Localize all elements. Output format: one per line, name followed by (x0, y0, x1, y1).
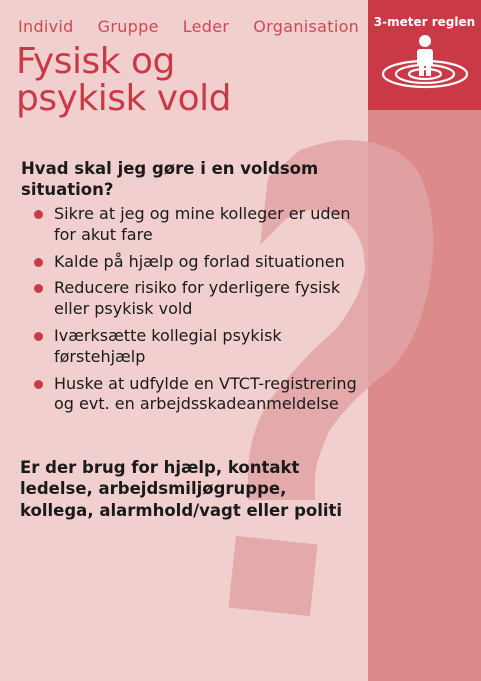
list-item: Iværksætte kollegial psykisk førstehjælp (34, 326, 364, 368)
contact-text: Er der brug for hjælp, kontakt ledelse, arbejdsmiljøgruppe, kollega, alarmhold/vagt eller politi (20, 458, 343, 520)
list-item: Huske at udfylde en VTCT-registrering og evt. en arbejdsskadeanmeldelse (34, 374, 364, 416)
nav-item-organisation[interactable]: Organisation (253, 17, 360, 36)
list-item: Sikre at jeg og mine kolleger er uden for akut fare (34, 204, 364, 246)
action-list (34, 204, 364, 421)
person-target-icon (368, 0, 481, 110)
badge-label: 3-meter reglen (373, 15, 476, 29)
category-nav (18, 17, 383, 36)
list-item: Reducere risiko for yderligere fysisk eller psykisk vold (34, 278, 364, 320)
list-item: Kalde på hjælp og forlad situationen (34, 252, 364, 273)
title-line-1: Fysisk og (16, 41, 175, 82)
three-meter-rule-badge (368, 0, 481, 110)
nav-item-leder[interactable]: Leder (182, 17, 230, 36)
nav-item-individ[interactable]: Individ (18, 17, 74, 36)
nav-item-gruppe[interactable]: Gruppe (97, 17, 159, 36)
page-title (16, 43, 356, 118)
question-heading: Hvad skal jeg gøre i en voldsom situation? (21, 159, 319, 200)
title-line-2: psykisk vold (16, 78, 231, 120)
